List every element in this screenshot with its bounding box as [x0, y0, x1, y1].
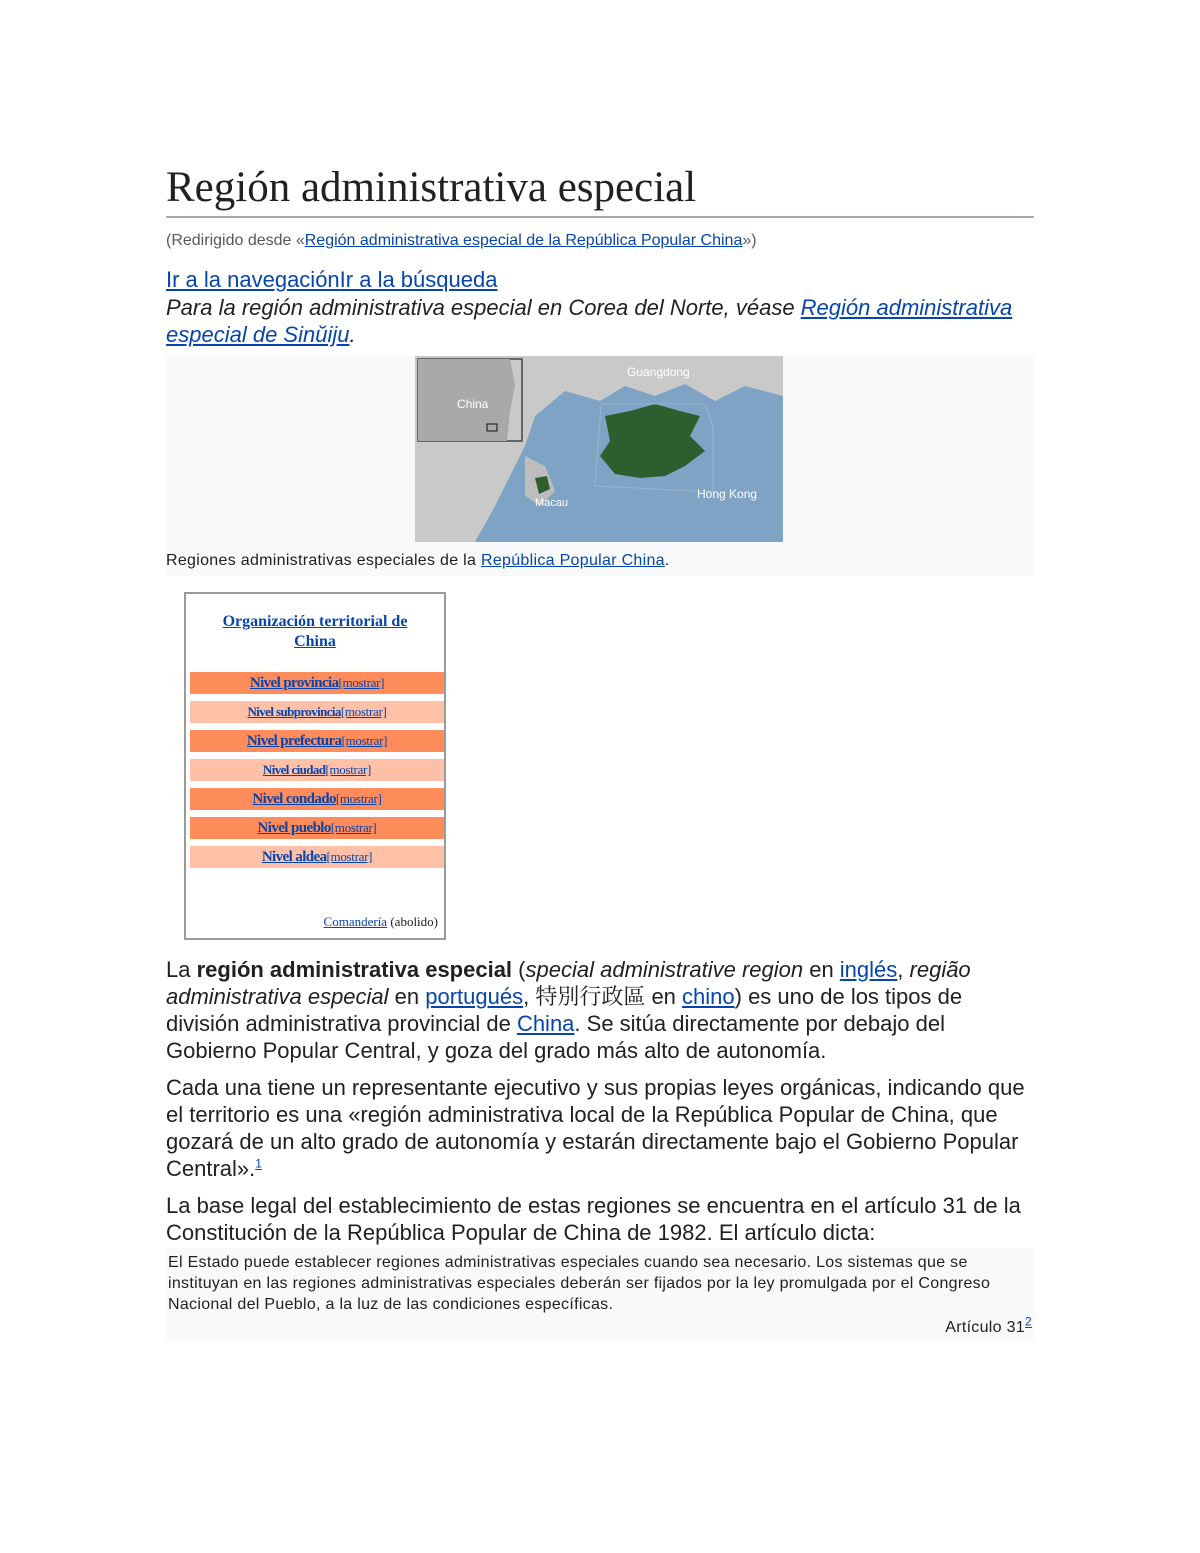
- text: Cada una tiene un representante ejecutivo y sus propias leyes orgánicas, indicando que el territorio es una «región administrativa local de la República Popular de China, que gozará de un alto grado de autonomía y estarán directamente bajo el Gobierno Popular Central».: [166, 1075, 1025, 1181]
- navbox-row-subprovincia: [190, 701, 444, 723]
- map-label-macau: Macau: [535, 497, 569, 509]
- map-label-china: China: [457, 397, 489, 411]
- navbox-footer-text: (abolido): [387, 914, 438, 929]
- paragraph-legal-basis: [166, 1192, 1034, 1246]
- italic-term: special administrative region: [525, 957, 804, 982]
- navbox-show-toggle[interactable]: [mostrar]: [325, 762, 372, 777]
- map-label-hong-kong: Hong Kong: [697, 487, 758, 501]
- hatnote-link[interactable]: Región administrativa especial de Sinŭiju: [166, 295, 1013, 347]
- map-figure: [166, 356, 1034, 576]
- quote-text: El Estado puede establecer regiones administrativas especiales cuando sea necesario. Los sistemas que se instituyan en las regiones administrativas especiales deberán ser fijados por la ley promulgada por el Congreso Nacional del Pueblo, a la luz de las condiciones específicas.: [168, 1254, 991, 1313]
- link-chino[interactable]: chino: [682, 984, 735, 1009]
- navbox-rows: [190, 672, 444, 875]
- navbox-show-toggle[interactable]: [mostrar]: [341, 733, 388, 748]
- map-caption-suffix: .: [664, 552, 670, 569]
- map-label-guangdong: Guangdong: [627, 365, 690, 379]
- navbox-row-link[interactable]: Nivel subprovincia: [247, 704, 341, 719]
- italic-term: região administrativa especial: [166, 957, 971, 1009]
- article-body: [166, 956, 1034, 1340]
- navbox-row-link[interactable]: Nivel prefectura: [246, 733, 342, 749]
- reference-link[interactable]: 1: [255, 1156, 262, 1171]
- hatnote: [166, 294, 1034, 348]
- article-content: [166, 160, 1034, 1336]
- text: ,: [897, 957, 910, 982]
- blockquote: [166, 1248, 1034, 1340]
- navbox-row-link[interactable]: Nivel condado: [252, 791, 336, 807]
- navbox-row-link[interactable]: Nivel provincia: [249, 675, 339, 691]
- navbox-show-toggle[interactable]: [mostrar]: [338, 675, 385, 690]
- text: en: [388, 984, 426, 1009]
- navbox-row-prefectura: [190, 730, 444, 752]
- paragraph-representative: [166, 1074, 1034, 1182]
- navbox-row-aldea: [190, 846, 444, 868]
- bold-term: región administrativa especial: [196, 957, 513, 982]
- hatnote-prefix: Para la región administrativa especial en Corea del Norte, véase: [166, 295, 801, 320]
- navbox-footer-link[interactable]: Comandería: [323, 914, 388, 929]
- navbox-show-toggle[interactable]: [mostrar]: [335, 791, 382, 806]
- link-portugues[interactable]: portugués: [425, 984, 524, 1009]
- jump-to-navigation-link[interactable]: Ir a la navegación: [166, 267, 340, 292]
- link-china[interactable]: China: [516, 1011, 575, 1036]
- navbox-row-condado: [190, 788, 444, 810]
- hatnote-suffix: .: [349, 322, 356, 347]
- map-caption-prefix: Regiones administrativas especiales de la: [166, 552, 481, 569]
- territorial-organization-navbox: [184, 592, 446, 940]
- jump-to-search-link[interactable]: Ir a la búsqueda: [339, 267, 498, 292]
- navbox-title-link[interactable]: Organización territorial de China: [222, 613, 408, 650]
- page-title: Región administrativa especial: [166, 160, 1034, 218]
- text: ) es uno de los tipos de división administrativa provincial de: [166, 984, 963, 1036]
- text: La: [166, 957, 197, 982]
- text: . Se sitúa directamente por debajo del Gobierno Popular Central, y goza del grado más alto de autonomía.: [166, 1011, 945, 1063]
- redirect-suffix: »): [742, 232, 757, 249]
- redirect-notice: [166, 230, 1034, 252]
- navbox-row-link[interactable]: Nivel pueblo: [257, 820, 331, 836]
- navbox-show-toggle[interactable]: [mostrar]: [330, 820, 377, 835]
- navbox-row-link[interactable]: Nivel ciudad: [262, 762, 326, 777]
- reference-link[interactable]: 2: [1025, 1314, 1032, 1329]
- navbox-footer: [324, 914, 438, 930]
- sar-map-image[interactable]: [415, 356, 783, 542]
- text: , 特別行政區 en: [523, 984, 683, 1009]
- navbox-row-ciudad: [190, 759, 444, 781]
- quote-citation: [168, 1314, 1032, 1338]
- jump-links: [166, 266, 1034, 294]
- redirect-link[interactable]: Región administrativa especial de la República Popular China: [304, 232, 743, 249]
- link-ingles[interactable]: inglés: [839, 957, 898, 982]
- paragraph-intro: [166, 956, 1034, 1064]
- text: La base legal del establecimiento de estas regiones se encuentra en el artículo 31 de la Constitución de la República Popular de China de 1982. El artículo dicta:: [166, 1193, 1021, 1245]
- navbox-row-link[interactable]: Nivel aldea: [261, 849, 327, 865]
- text: en: [803, 957, 840, 982]
- navbox-show-toggle[interactable]: [mostrar]: [340, 704, 387, 719]
- navbox-show-toggle[interactable]: [mostrar]: [326, 849, 373, 864]
- redirect-prefix: (Redirigido desde «: [166, 232, 305, 249]
- citation-text: Artículo 31: [945, 1319, 1026, 1336]
- navbox-title: [186, 612, 444, 652]
- map-caption: [166, 552, 670, 570]
- text: (: [512, 957, 526, 982]
- navbox-row-provincia: [190, 672, 444, 694]
- navbox-row-pueblo: [190, 817, 444, 839]
- map-caption-link[interactable]: República Popular China: [480, 552, 665, 569]
